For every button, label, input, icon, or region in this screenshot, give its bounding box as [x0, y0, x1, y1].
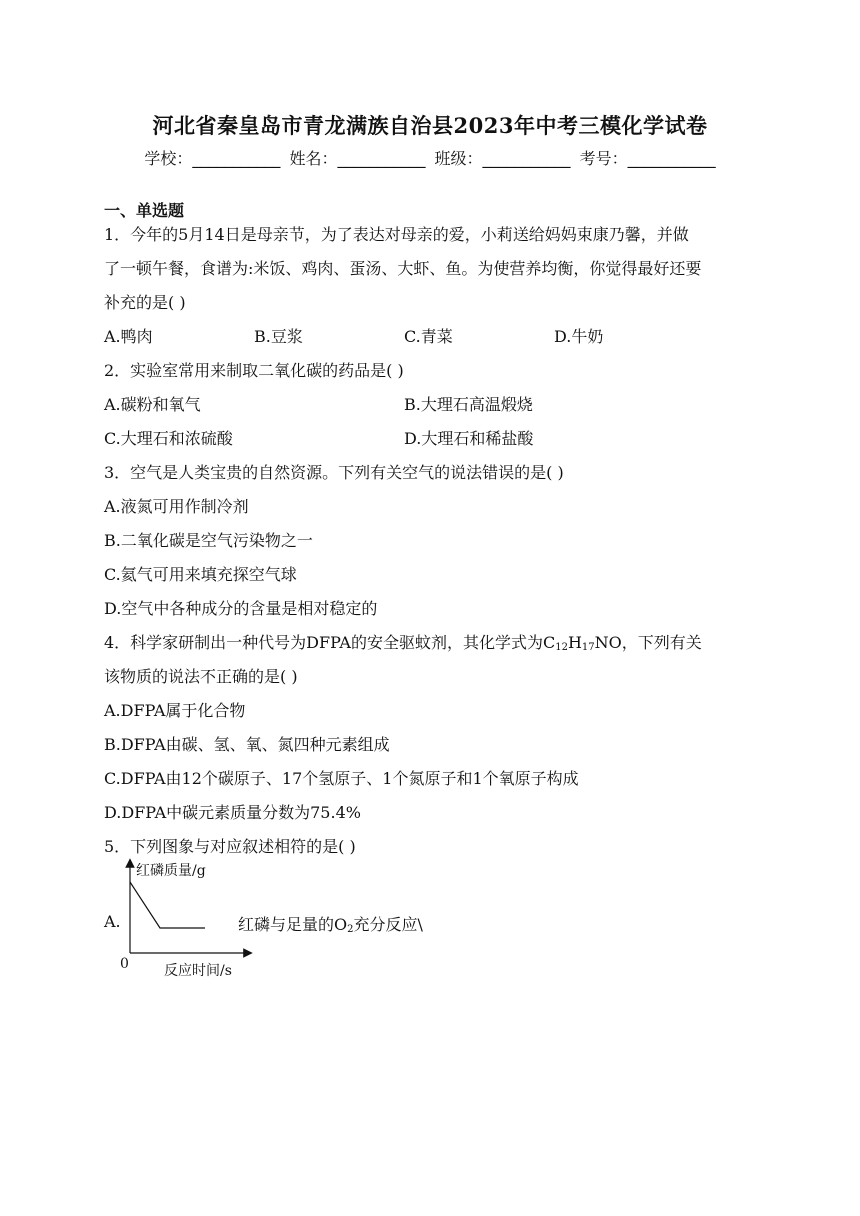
q2-option-b: B.大理石高温煅烧: [404, 395, 533, 414]
q5-option-a-subscript: 2: [347, 924, 354, 935]
graph-y-label: 红磷质量/g: [136, 863, 206, 879]
student-info-row: [0, 146, 860, 169]
name-field: 姓名：___________: [289, 149, 426, 168]
q4-text-c: NO，下列有关: [594, 633, 702, 652]
q2-option-d: D.大理石和稀盐酸: [404, 429, 534, 448]
q4-text-b: H: [567, 633, 582, 652]
q3-option-c: C.氦气可用来填充探空气球: [104, 565, 297, 584]
q1-option-c: C.青菜: [404, 327, 453, 346]
page-title: 河北省秦皇岛市青龙满族自治县2023年中考三模化学试卷: [152, 113, 708, 138]
q1-line1: 1．今年的5月14日是母亲节，为了表达对母亲的爱，小莉送给妈妈束康乃馨，并做: [104, 225, 689, 244]
graph-origin-label: 0: [120, 956, 129, 972]
q5-option-a-text-b: 充分反应\: [353, 915, 423, 934]
q4-line1: [104, 630, 702, 653]
q5-line1: 5．下列图象与对应叙述相符的是( ): [104, 837, 356, 856]
q5-option-a-label: A.: [104, 912, 121, 931]
q3-line1: 3．空气是人类宝贵的自然资源。下列有关空气的说法错误的是( ): [104, 463, 564, 482]
q1-option-d: D.牛奶: [554, 327, 604, 346]
graph-x-label: 反应时间/s: [164, 963, 232, 979]
graph-curve: [130, 882, 205, 928]
q3-option-d: D.空气中各种成分的含量是相对稳定的: [104, 599, 378, 618]
q4-option-c: C.DFPA由12个碳原子、17个氢原子、1个氮原子和1个氧原子构成: [104, 769, 579, 788]
q4-subscript-17: 17: [581, 642, 595, 653]
q4-text-a: 4．科学家研制出一种代号为DFPA的安全驱蚊剂，其化学式为C: [104, 633, 556, 652]
q4-option-a: A.DFPA属于化合物: [104, 701, 246, 720]
q5-option-a-text-a: 红磷与足量的O: [238, 915, 348, 934]
q4-option-d: D.DFPA中碳元素质量分数为75.4%: [104, 803, 361, 822]
exam-number-field: 考号：___________: [579, 149, 716, 168]
q4-option-b: B.DFPA由碳、氢、氧、氮四种元素组成: [104, 735, 390, 754]
q1-line2: 了一顿午餐，食谱为:米饭、鸡肉、蛋汤、大虾、鱼。为使营养均衡，你觉得最好还要: [104, 259, 702, 278]
class-field: 班级：___________: [434, 149, 571, 168]
q2-line1: 2．实验室常用来制取二氧化碳的药品是( ): [104, 361, 404, 380]
q4-line2: 该物质的说法不正确的是( ): [104, 667, 298, 686]
q1-option-b: B.豆浆: [254, 327, 303, 346]
school-field: 学校：___________: [144, 149, 281, 168]
section-heading: 一、单选题: [104, 201, 185, 220]
q2-option-c: C.大理石和浓硫酸: [104, 429, 233, 448]
q2-option-a: A.碳粉和氧气: [104, 395, 201, 414]
q3-option-a: A.液氮可用作制冷剂: [104, 497, 249, 516]
q1-line3: 补充的是( ): [104, 293, 186, 312]
q3-option-b: B.二氧化碳是空气污染物之一: [104, 531, 313, 550]
q1-option-a: A.鸭肉: [104, 327, 153, 346]
q4-subscript-12: 12: [555, 642, 568, 653]
q5-option-a-text: [238, 912, 423, 935]
